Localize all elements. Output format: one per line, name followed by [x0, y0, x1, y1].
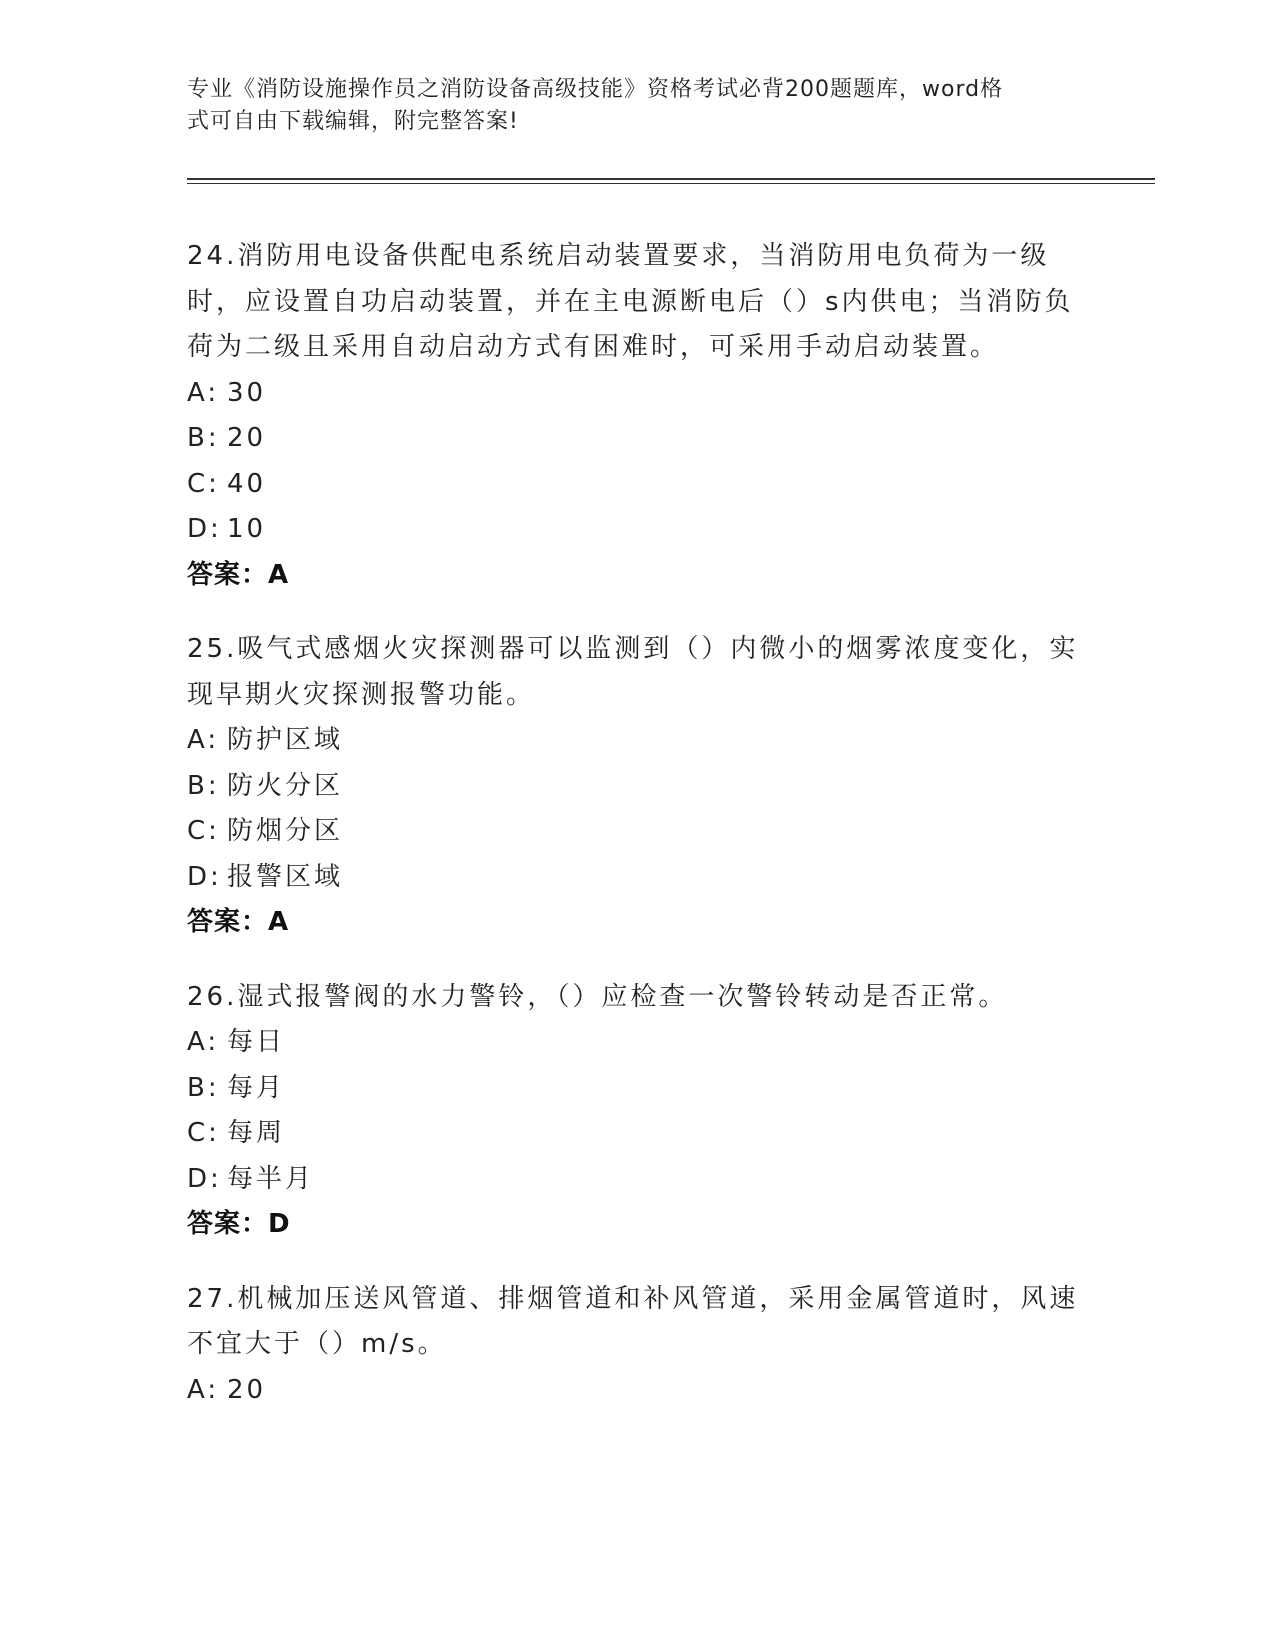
- option-text: 每月: [227, 1072, 286, 1103]
- option-key: B:: [187, 1072, 220, 1103]
- header-line-2: 式可自由下载编辑，附完整答案!: [187, 109, 519, 134]
- question-stem: 27.机械加压送风管道、排烟管道和补风管道，采用金属管道时，风速不宜大于（）m/s。: [187, 1283, 1079, 1359]
- option-text: 20: [227, 1374, 267, 1405]
- option-key: A:: [187, 1027, 220, 1057]
- option-key: D:: [187, 861, 222, 892]
- option-text: 报警区域: [227, 861, 344, 892]
- option-text: 防火分区: [227, 770, 344, 801]
- option-text: 10: [227, 514, 267, 544]
- answer-line: 答案：D: [187, 1209, 291, 1239]
- option-key: A:: [187, 377, 220, 408]
- header-divider-thin: [187, 183, 1155, 184]
- option-a: [187, 718, 1087, 764]
- option-a: [187, 371, 1087, 417]
- option-c: [187, 1111, 1087, 1157]
- question-stem: 25.吸气式感烟火灾探测器可以监测到（）内微小的烟雾浓度变化，实现早期火灾探测报警功能。: [187, 634, 1079, 710]
- option-text: 每周: [227, 1118, 286, 1148]
- option-key: C:: [187, 816, 220, 846]
- document-header: [187, 74, 1067, 138]
- question-stem: 26.湿式报警阀的水力警铃，（）应检查一次警铃转动是否正常。: [187, 981, 1008, 1012]
- option-text: 每半月: [227, 1163, 315, 1194]
- question-27: [187, 1277, 1087, 1414]
- option-text: 防护区域: [227, 725, 344, 755]
- answer-line: 答案：A: [187, 907, 290, 937]
- option-text: 40: [227, 468, 267, 499]
- question-stem: 24.消防用电设备供配电系统启动装置要求，当消防用电负荷为一级时，应设置自功启动装置，并在主电源断电后（）s内供电；当消防负荷为二级且采用自动启动方式有困难时，可采用手动启动装置。: [187, 241, 1074, 362]
- option-text: 防烟分区: [227, 816, 344, 846]
- option-b: [187, 764, 1087, 810]
- option-a: [187, 1020, 1087, 1066]
- question-list: [187, 234, 1087, 1442]
- question-24: [187, 234, 1087, 598]
- option-d: [187, 507, 1087, 553]
- option-c: [187, 809, 1087, 855]
- option-d: [187, 855, 1087, 901]
- option-c: [187, 462, 1087, 508]
- option-text: 30: [227, 377, 267, 408]
- option-key: A:: [187, 1374, 220, 1405]
- option-key: C:: [187, 1118, 220, 1148]
- option-text: 20: [227, 423, 267, 453]
- option-key: C:: [187, 468, 220, 499]
- option-text: 每日: [227, 1027, 286, 1057]
- option-b: [187, 416, 1087, 462]
- question-26: [187, 975, 1087, 1248]
- option-key: A:: [187, 725, 220, 755]
- option-key: B:: [187, 423, 220, 453]
- option-d: [187, 1157, 1087, 1203]
- answer-line: 答案：A: [187, 559, 290, 590]
- option-key: B:: [187, 770, 220, 801]
- header-divider-thick: [187, 178, 1155, 180]
- question-25: [187, 627, 1087, 946]
- option-key: D:: [187, 514, 222, 544]
- option-b: [187, 1066, 1087, 1112]
- option-a: [187, 1368, 1087, 1414]
- option-key: D:: [187, 1163, 222, 1194]
- header-line-1: 专业《消防设施操作员之消防设备高级技能》资格考试必背200题题库，word格: [187, 77, 1004, 102]
